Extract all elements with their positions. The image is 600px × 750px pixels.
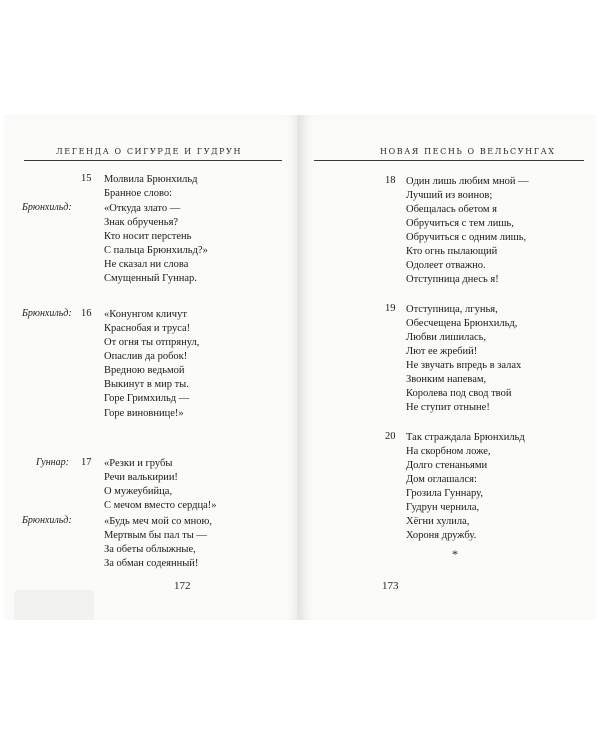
verse-line: Обещалась обетом я	[406, 204, 497, 215]
stanza-number: 18	[385, 175, 396, 186]
thumb-highlight	[14, 590, 94, 620]
verse-line: Отступница, лгунья,	[406, 304, 498, 315]
verse-line: Не звучать впредь в залах	[406, 360, 522, 371]
verse-line: Горе Гримхильд —	[104, 393, 190, 404]
verse-line: За обман содеянный!	[104, 558, 199, 569]
verse-line: Обручиться с одним лишь,	[406, 232, 527, 243]
verse-line: Долго стенаньями	[406, 460, 488, 471]
verse-line: Дом оглашался:	[406, 474, 477, 485]
verse-line: «Конунгом кличут	[104, 309, 187, 320]
speaker-label: Гуннар:	[36, 457, 69, 468]
running-head-left: ЛЕГЕНДА О СИГУРДЕ И ГУДРУН	[56, 147, 243, 156]
verse-line: Грозила Гуннару,	[406, 488, 483, 499]
stanza-number: 17	[81, 457, 92, 468]
section-end-asterisk: *	[452, 547, 458, 561]
speaker-label: Брюнхильд:	[22, 308, 72, 319]
verse-line: Знак обрученья?	[104, 217, 179, 228]
stanza-number: 19	[385, 303, 396, 314]
verse-line: «Резки и грубы	[104, 458, 173, 469]
speaker-label: Брюнхильд:	[22, 515, 72, 526]
verse-line: Бранное слово:	[104, 188, 173, 199]
verse-line: Лют ее жребий!	[406, 346, 478, 357]
verse-line: Один лишь любим мной —	[406, 176, 529, 187]
verse-line: С пальца Брюнхильд?»	[104, 245, 208, 256]
verse-line: Смущенный Гуннар.	[104, 273, 197, 284]
verse-line: «Будь меч мой со мною,	[104, 516, 212, 527]
verse-line: Горе виновнице!»	[104, 408, 184, 419]
speaker-label: Брюнхильд:	[22, 202, 72, 213]
verse-line: От огня ты отпрянул,	[104, 337, 200, 348]
verse-line: За обеты облыжные,	[104, 544, 196, 555]
stanza-number: 20	[385, 431, 396, 442]
verse-line: Кто огнь пылающий	[406, 246, 498, 257]
verse-line: Вредною ведьмой	[104, 365, 185, 376]
verse-line: Королева под свод твой	[406, 388, 512, 399]
left-page	[4, 115, 300, 620]
verse-line: Не ступит отныне!	[406, 402, 490, 413]
verse-line: Обесчещена Брюнхильд,	[406, 318, 518, 329]
verse-line: Гудрун чернила,	[406, 502, 480, 513]
stanza-number: 15	[81, 173, 92, 184]
running-head-right: НОВАЯ ПЕСНЬ О ВЕЛЬСУНГАХ	[380, 147, 556, 156]
verse-line: Краснобая и труса!	[104, 323, 191, 334]
verse-line: Хёгни хулила,	[406, 516, 470, 527]
verse-line: Отступница днесь я!	[406, 274, 499, 285]
head-rule-right	[314, 160, 584, 161]
verse-line: Опаслив да робок!	[104, 351, 188, 362]
verse-line: Лучший из воинов;	[406, 190, 493, 201]
verse-line: На скорбном ложе,	[406, 446, 491, 457]
verse-line: Речи валькирии!	[104, 472, 178, 483]
right-page	[300, 115, 596, 620]
verse-line: Звонким напевам,	[406, 374, 487, 385]
verse-line: Одолеет отважно.	[406, 260, 486, 271]
verse-line: Не сказал ни слова	[104, 259, 189, 270]
page-number-left: 172	[174, 580, 191, 592]
stanza-number: 16	[81, 308, 92, 319]
verse-line: С мечом вместо сердца!»	[104, 500, 217, 511]
verse-line: Выкинут в мир ты.	[104, 379, 189, 390]
verse-line: «Откуда злато —	[104, 203, 181, 214]
head-rule-left	[24, 160, 282, 161]
verse-line: Мертвым бы пал ты —	[104, 530, 207, 541]
verse-line: Любви лишилась,	[406, 332, 487, 343]
verse-line: Обручиться с тем лишь,	[406, 218, 514, 229]
verse-line: Молвила Брюнхильд	[104, 174, 198, 185]
verse-line: Так страждала Брюнхильд	[406, 432, 525, 443]
verse-line: Кто носит перстень	[104, 231, 192, 242]
page-number-right: 173	[382, 580, 399, 592]
verse-line: Хороня дружбу.	[406, 530, 477, 541]
verse-line: О мужеубийца,	[104, 486, 173, 497]
